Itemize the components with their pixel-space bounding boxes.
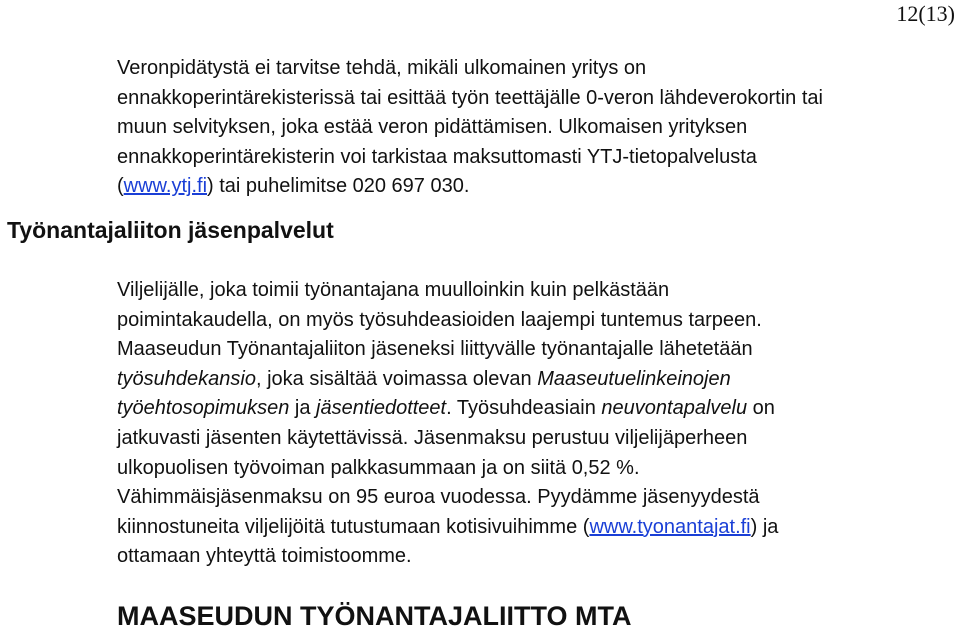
- paragraph-line: poimintakaudella, on myös työsuhdeasioiden laajempi tuntemus tarpeen.: [117, 308, 762, 331]
- section-heading: Työnantajaliiton jäsenpalvelut: [7, 217, 334, 243]
- paragraph-line: Maaseudun Työnantajaliiton jäseneksi liittyvälle työnantajalle lähetetään: [117, 338, 753, 361]
- paragraph-line: [117, 394, 778, 424]
- page-number: 12(13): [896, 1, 955, 26]
- paragraph-line: jatkuvasti jäsenten käytettävissä. Jäsenmaksu perustuu viljelijäperheen: [117, 426, 748, 449]
- organization-heading: MAASEUDUN TYÖNANTAJALIITTO MTA: [117, 601, 632, 631]
- plain-text: on: [747, 397, 775, 420]
- emphasis-text: neuvontapalvelu: [601, 397, 748, 420]
- paragraph-line: Vähimmäisjäsenmaksu on 95 euroa vuodessa. Pyydämme jäsenyydestä: [117, 486, 760, 509]
- paragraph-line: [117, 365, 778, 395]
- plain-text: ) ja: [750, 515, 779, 538]
- paragraph-line: Veronpidätystä ei tarvitse tehdä, mikäli ulkomainen yritys on: [117, 57, 647, 79]
- paragraph-line: ennakkoperintärekisterissä tai esittää työn teettäjälle 0-veron lähdeverokortin tai: [117, 86, 823, 109]
- plain-text: , joka sisältää voimassa olevan: [255, 367, 538, 390]
- tyonantajat-link[interactable]: www.tyonantajat.fi: [589, 515, 751, 538]
- membership-paragraph: [117, 276, 778, 572]
- paragraph-line: [117, 513, 778, 543]
- paragraph-line: Viljelijälle, joka toimii työnantajana muulloinkin kuin pelkästään: [117, 279, 670, 301]
- emphasis-text: työsuhdekansio: [117, 367, 256, 390]
- plain-text: ja: [289, 397, 317, 420]
- phone-text: ) tai puhelimitse 020 697 030.: [207, 175, 470, 198]
- emphasis-text: Maaseutuelinkeinojen: [537, 367, 731, 390]
- plain-text: kiinnostuneita viljelijöitä tutustumaan kotisivuihimme (: [117, 515, 590, 538]
- intro-paragraph: [117, 54, 823, 202]
- plain-text: . Työsuhdeasiain: [446, 397, 602, 420]
- emphasis-text: jäsentiedotteet: [316, 397, 447, 420]
- paragraph-line: [117, 172, 823, 202]
- ytj-link[interactable]: www.ytj.fi: [123, 175, 208, 198]
- paragraph-line: ottamaan yhteyttä toimistoomme.: [117, 545, 412, 568]
- paren-open: (: [117, 175, 124, 198]
- paragraph-line: ulkopuolisen työvoiman palkkasummaan ja on siitä 0,52 %.: [117, 456, 640, 479]
- emphasis-text: työehtosopimuksen: [117, 397, 290, 420]
- paragraph-line: ennakkoperintärekisterin voi tarkistaa maksuttomasti YTJ-tietopalvelusta: [117, 145, 757, 168]
- paragraph-line: muun selvityksen, joka estää veron pidättämisen. Ulkomaisen yrityksen: [117, 116, 748, 139]
